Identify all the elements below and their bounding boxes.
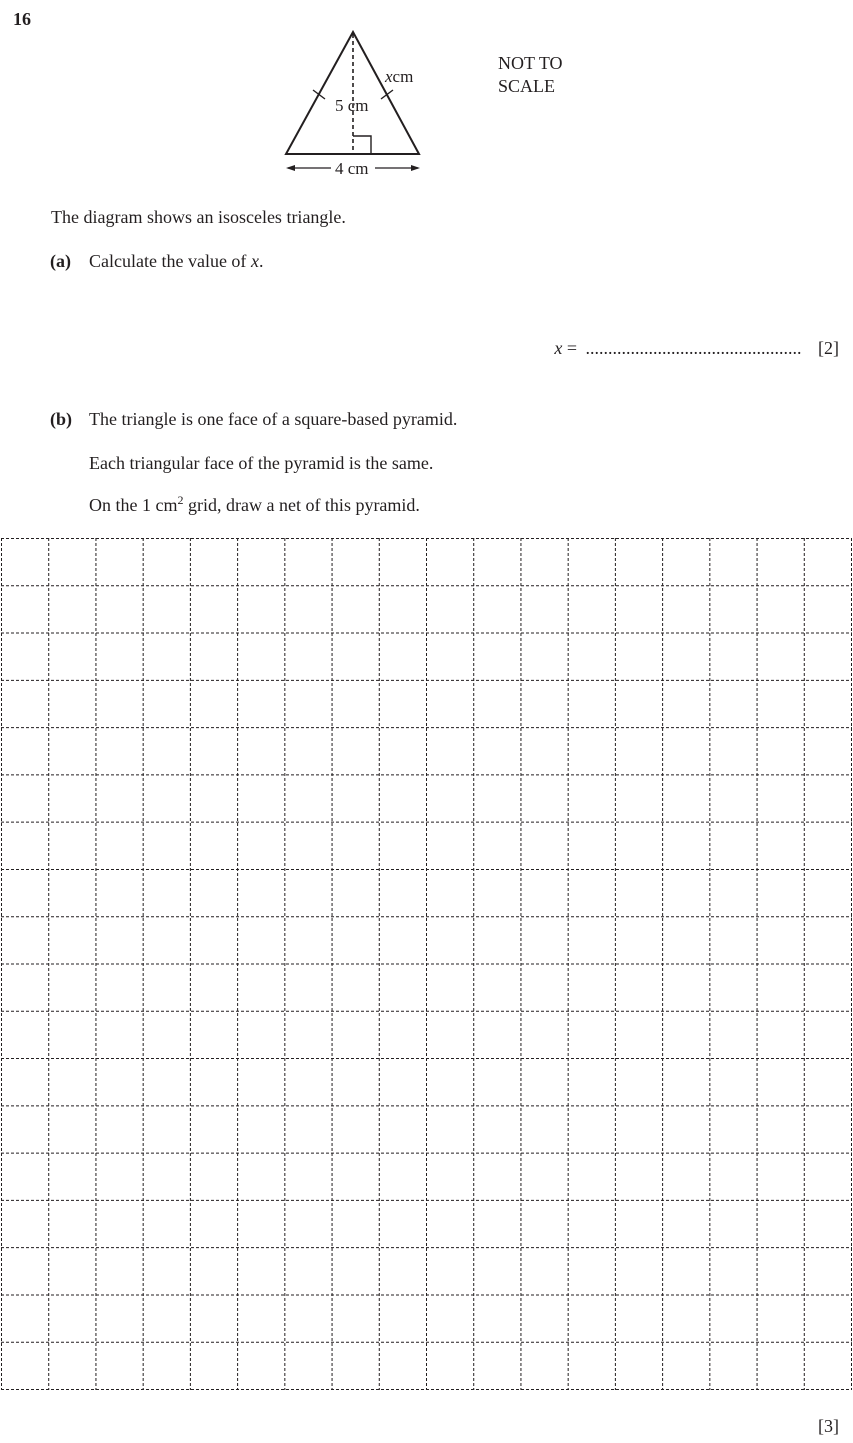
base-label: 4 cm	[335, 159, 369, 178]
answer-variable: x	[554, 338, 563, 358]
part-b-marks: [3]	[818, 1416, 839, 1436]
base-arrowhead-right	[411, 165, 420, 171]
not-to-scale-note: NOT TO SCALE	[498, 53, 563, 96]
part-a-label: (a)	[50, 251, 71, 271]
part-b-line-3: On the 1 $cm^2$ grid, draw a net of this pyramid.	[89, 493, 420, 515]
question-intro: The diagram shows an isosceles triangle.	[51, 207, 346, 227]
part-a-text: Calculate the value of x.	[89, 251, 264, 271]
part-a-answer-line[interactable]	[554, 338, 839, 359]
part-b-label: (b)	[50, 409, 72, 429]
base-arrowhead-left	[286, 165, 295, 171]
question-number: 16	[13, 9, 31, 29]
answer-dots[interactable]: ................................................	[585, 338, 802, 358]
drawing-grid[interactable]	[1, 538, 852, 1390]
part-b-line-2: Each triangular face of the pyramid is the same.	[89, 453, 434, 473]
left-tick-mark	[313, 90, 325, 99]
part-a-marks: [2]	[818, 338, 839, 358]
right-angle-marker	[353, 136, 371, 154]
right-tick-mark	[381, 90, 393, 99]
part-b-line-1: The triangle is one face of a square-based pyramid.	[89, 409, 458, 429]
height-label: 5 cm	[335, 96, 369, 115]
answer-equals: =	[562, 338, 582, 358]
side-label: xcm	[385, 67, 414, 86]
isosceles-triangle-diagram	[278, 26, 428, 182]
